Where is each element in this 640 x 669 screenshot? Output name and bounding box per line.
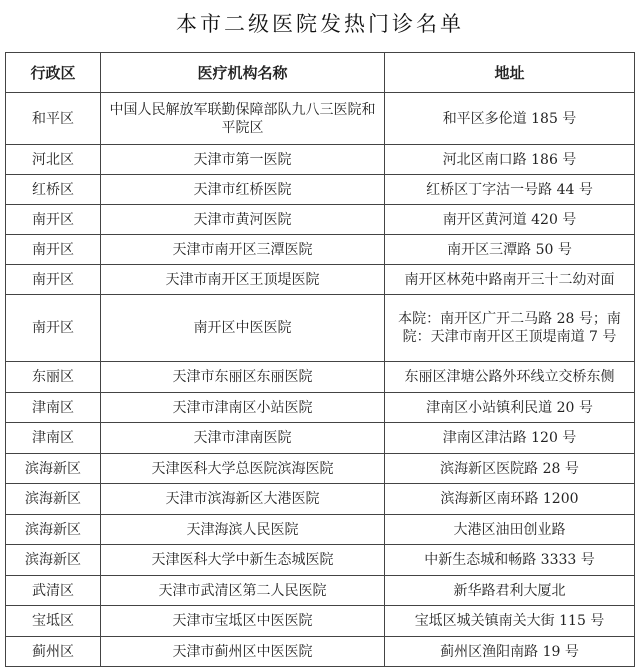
cell-institution-name: 中国人民解放军联勤保障部队九八三医院和平院区 — [101, 93, 385, 145]
cell-address: 津南区小站镇利民道 20 号 — [385, 393, 635, 423]
cell-address: 大港区油田创业路 — [385, 515, 635, 545]
table-row — [6, 175, 635, 205]
cell-address: 和平区多伦道 185 号 — [385, 93, 635, 145]
cell-district: 宝坻区 — [6, 606, 101, 637]
page-title: 本市二级医院发热门诊名单 — [176, 12, 464, 36]
cell-district: 南开区 — [6, 295, 101, 362]
table-row — [6, 265, 635, 295]
cell-institution-name: 天津市第一医院 — [101, 145, 385, 175]
table-row — [6, 235, 635, 265]
cell-address: 东丽区津塘公路外环线立交桥东侧 — [385, 362, 635, 393]
cell-address: 南开区林苑中路南开三十二幼对面 — [385, 265, 635, 295]
table-body — [6, 93, 635, 667]
header-district: 行政区 — [6, 53, 101, 93]
table-row — [6, 362, 635, 393]
cell-district: 武清区 — [6, 576, 101, 606]
table-row — [6, 393, 635, 423]
cell-institution-name: 天津医科大学中新生态城医院 — [101, 545, 385, 576]
cell-institution-name: 天津市滨海新区大港医院 — [101, 484, 385, 515]
table-row — [6, 145, 635, 175]
cell-institution-name: 天津市宝坻区中医医院 — [101, 606, 385, 637]
hospital-table — [5, 52, 635, 667]
cell-district: 红桥区 — [6, 175, 101, 205]
cell-district: 南开区 — [6, 265, 101, 295]
table-header — [6, 53, 635, 93]
cell-institution-name: 天津市津南医院 — [101, 423, 385, 454]
cell-institution-name: 天津市武清区第二人民医院 — [101, 576, 385, 606]
cell-institution-name: 天津市东丽区东丽医院 — [101, 362, 385, 393]
cell-address: 滨海新区医院路 28 号 — [385, 454, 635, 484]
table-row — [6, 545, 635, 576]
table-row — [6, 515, 635, 545]
cell-district: 东丽区 — [6, 362, 101, 393]
header-institution-name: 医疗机构名称 — [101, 53, 385, 93]
cell-district: 滨海新区 — [6, 454, 101, 484]
table-row — [6, 423, 635, 454]
table-row — [6, 484, 635, 515]
cell-district: 滨海新区 — [6, 484, 101, 515]
cell-address: 蓟州区渔阳南路 19 号 — [385, 637, 635, 667]
table-row — [6, 454, 635, 484]
table-row — [6, 637, 635, 667]
cell-address: 中新生态城和畅路 3333 号 — [385, 545, 635, 576]
cell-district: 和平区 — [6, 93, 101, 145]
header-row — [6, 53, 635, 93]
table-row — [6, 606, 635, 637]
cell-district: 河北区 — [6, 145, 101, 175]
table-row — [6, 295, 635, 362]
cell-institution-name: 天津医科大学总医院滨海医院 — [101, 454, 385, 484]
table-row — [6, 576, 635, 606]
cell-district: 滨海新区 — [6, 515, 101, 545]
cell-address: 滨海新区南环路 1200 — [385, 484, 635, 515]
cell-address: 河北区南口路 186 号 — [385, 145, 635, 175]
table-row — [6, 93, 635, 145]
cell-institution-name: 天津市津南区小站医院 — [101, 393, 385, 423]
cell-institution-name: 天津市红桥医院 — [101, 175, 385, 205]
cell-district: 津南区 — [6, 423, 101, 454]
cell-institution-name: 天津市南开区三潭医院 — [101, 235, 385, 265]
cell-address: 新华路君利大厦北 — [385, 576, 635, 606]
cell-institution-name: 天津市蓟州区中医医院 — [101, 637, 385, 667]
header-address: 地址 — [385, 53, 635, 93]
cell-district: 津南区 — [6, 393, 101, 423]
cell-district: 南开区 — [6, 205, 101, 235]
cell-institution-name: 天津海滨人民医院 — [101, 515, 385, 545]
cell-address: 南开区黄河道 420 号 — [385, 205, 635, 235]
cell-institution-name: 天津市黄河医院 — [101, 205, 385, 235]
cell-address: 南开区三潭路 50 号 — [385, 235, 635, 265]
cell-institution-name: 天津市南开区王顶堤医院 — [101, 265, 385, 295]
cell-address: 津南区津沽路 120 号 — [385, 423, 635, 454]
cell-district: 南开区 — [6, 235, 101, 265]
cell-district: 蓟州区 — [6, 637, 101, 667]
cell-address: 本院：南开区广开二马路 28 号；南院：天津市南开区王顶堤南道 7 号 — [385, 295, 635, 362]
cell-address: 宝坻区城关镇南关大街 115 号 — [385, 606, 635, 637]
cell-district: 滨海新区 — [6, 545, 101, 576]
cell-institution-name: 南开区中医医院 — [101, 295, 385, 362]
table-row — [6, 205, 635, 235]
cell-address: 红桥区丁字沽一号路 44 号 — [385, 175, 635, 205]
